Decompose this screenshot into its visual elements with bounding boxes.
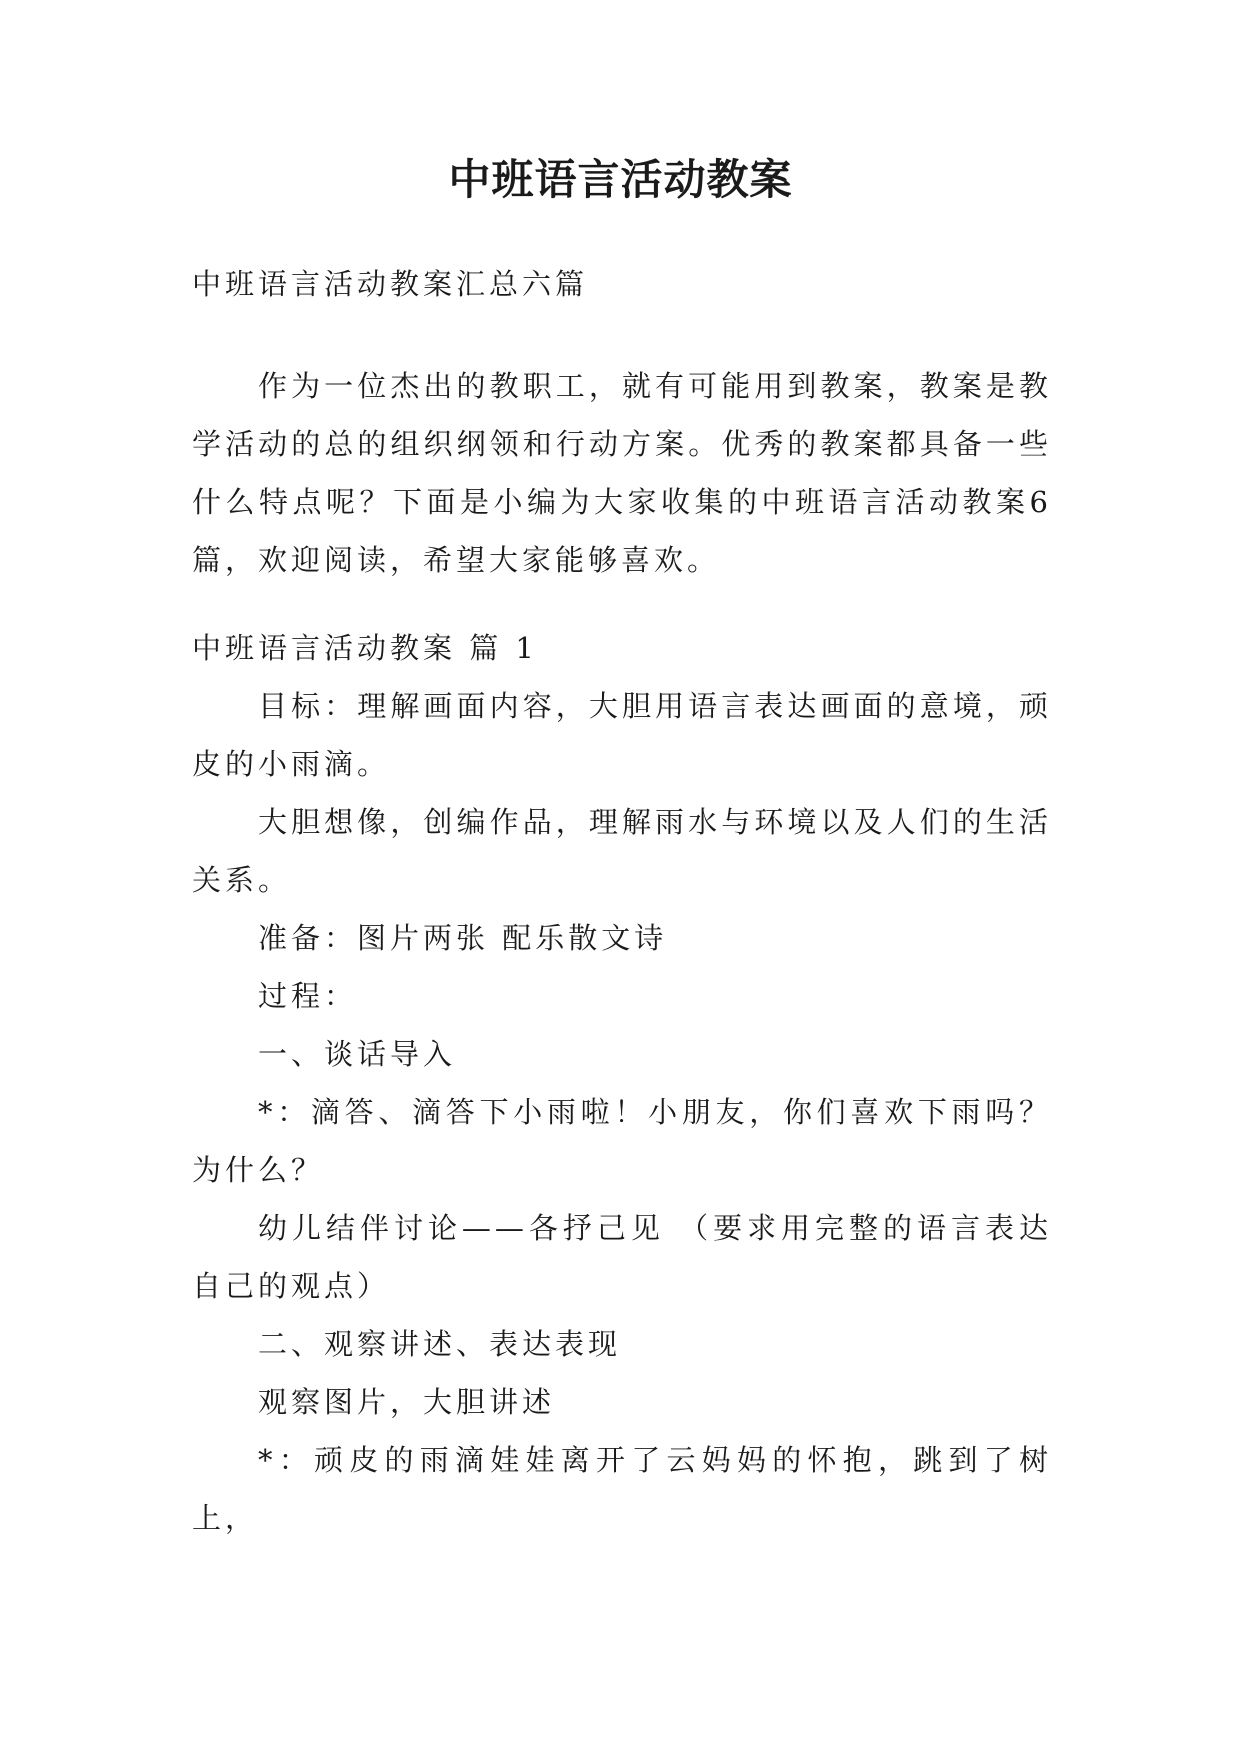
- paragraph-step-1-dialogue: *：滴答、滴答下小雨啦！小朋友，你们喜欢下雨吗？为什么？: [192, 1095, 1052, 1187]
- paragraph-step-2-dialogue: *：顽皮的雨滴娃娃离开了云妈妈的怀抱，跳到了树上，: [192, 1443, 1052, 1535]
- intro-paragraph: 作为一位杰出的教职工，就有可能用到教案，教案是教学活动的总的组织纲领和行动方案。优秀的教案都具备一些什么特点呢？下面是小编为大家收集的中班语言活动教案6篇，欢迎阅读，希望大家能够喜欢。: [192, 369, 1052, 577]
- paragraph-step-2-observe: 观察图片，大胆讲述: [258, 1385, 556, 1419]
- document-subtitle: 中班语言活动教案汇总六篇: [192, 267, 589, 301]
- paragraph-step-1-discussion: 幼儿结伴讨论——各抒己见 （要求用完整的语言表达自己的观点）: [192, 1211, 1052, 1303]
- paragraph-goal-2: 大胆想像，创编作品，理解雨水与环境以及人们的生活关系。: [192, 805, 1052, 897]
- paragraph-process-label: 过程：: [258, 979, 358, 1013]
- paragraph-step-2-heading: 二、观察讲述、表达表现: [258, 1327, 622, 1361]
- paragraph-goal: 目标：理解画面内容，大胆用语言表达画面的意境，顽皮的小雨滴。: [192, 689, 1052, 781]
- section-1: [192, 619, 1052, 1547]
- paragraph-preparation: 准备：图片两张 配乐散文诗: [258, 921, 668, 955]
- section-heading: 中班语言活动教案 篇 1: [192, 631, 538, 665]
- document-title: 中班语言活动教案: [448, 155, 793, 204]
- paragraph-step-1-heading: 一、谈话导入: [258, 1037, 457, 1071]
